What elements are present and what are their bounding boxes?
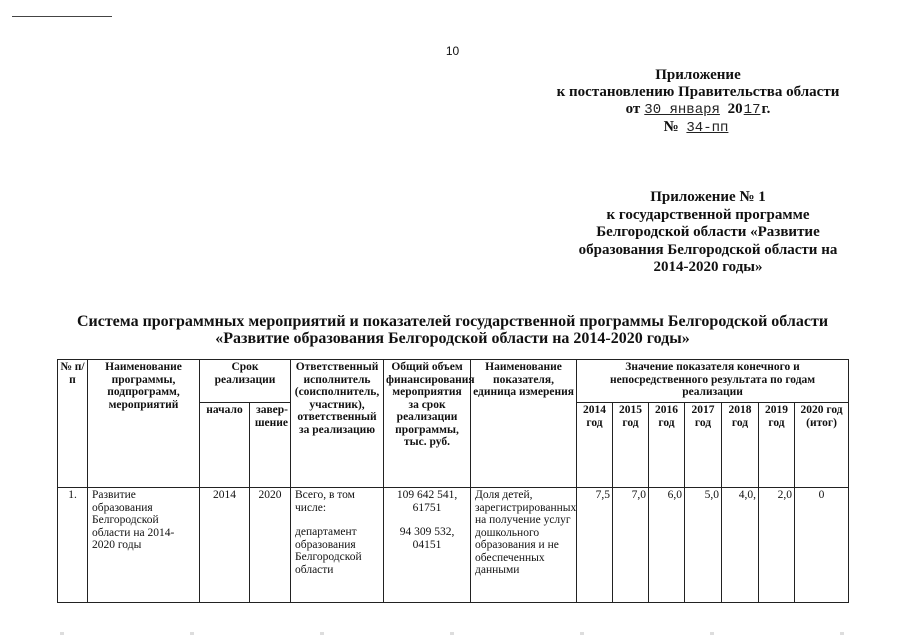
col-header-volume: Общий объем финансирования мероприятия за срок реализации программы, тыс. руб. <box>384 360 471 488</box>
cell-value-2017: 5,0 <box>685 488 722 603</box>
col-header-year-2016: 2016 год <box>649 403 685 488</box>
responsible-department: департамент образования Белгородской области <box>295 526 362 576</box>
year-prefix: 20 <box>727 101 743 117</box>
cell-num: 1. <box>58 488 88 603</box>
col-header-year-2019: 2019 год <box>759 403 795 488</box>
appendix-1-header <box>548 189 868 277</box>
col-header-num: № п/п <box>58 360 88 488</box>
cell-value-2019: 2,0 <box>759 488 795 603</box>
table-title <box>20 313 885 347</box>
col-header-name: Наименование программы, подпрограмм, мероприятий <box>88 360 200 488</box>
page-number: 10 <box>445 44 460 58</box>
cell-name: Развитие образования Белгородской области на 2014-2020 годы <box>88 488 200 603</box>
table-row <box>58 488 849 603</box>
handwritten-year: 17 <box>743 102 761 118</box>
corner-rule <box>12 16 112 17</box>
cell-value-2020: 0 <box>795 488 849 603</box>
handwritten-number: 34-пп <box>686 120 729 136</box>
number-prefix: № <box>663 119 679 135</box>
col-header-indicator: Наименование показателя, единица измерения <box>471 360 577 488</box>
responsible-total: Всего, в том числе: <box>295 489 355 514</box>
col-header-values-group: Значение показателя конечного и непосредственного результата по годам реализации <box>577 360 849 403</box>
appendix-line: Приложение № 1 <box>650 189 766 205</box>
scan-artifact <box>0 632 905 635</box>
appendix-line: к государственной программе <box>606 206 810 223</box>
cell-volume <box>384 488 471 603</box>
table-title-line: «Развитие образования Белгородской области на 2014-2020 годы» <box>215 330 690 347</box>
appendix-line: Белгородской области «Развитие <box>596 224 820 240</box>
col-header-end: завер-шение <box>250 403 291 488</box>
cell-start: 2014 <box>200 488 250 603</box>
attachment-number-line <box>548 119 848 137</box>
volume-total: 109 642 541, 61751 <box>396 489 458 514</box>
cell-end: 2020 <box>250 488 291 603</box>
attachment-date-line <box>548 101 848 119</box>
col-header-term: Срок реализации <box>200 360 291 403</box>
program-measures-table <box>57 359 849 603</box>
resolution-attachment-header <box>548 67 848 137</box>
cell-indicator: Доля детей, зарегистрированных на получение услуг дошкольного образования и не обеспеченных данными <box>471 488 577 603</box>
col-header-year-2017: 2017 год <box>685 403 722 488</box>
header-row <box>58 360 849 403</box>
cell-value-2015: 7,0 <box>613 488 649 603</box>
attachment-resolution-line: к постановлению Правительства области <box>556 84 840 100</box>
col-header-start: начало <box>200 403 250 488</box>
col-header-year-2014: 2014 год <box>577 403 613 488</box>
cell-value-2016: 6,0 <box>649 488 685 603</box>
table-title-line: Система программных мероприятий и показателей государственной программы Белгородской области <box>76 313 829 330</box>
col-header-responsible: Ответственный исполнитель (соисполнитель, участник), ответственный за реализацию <box>291 360 384 488</box>
appendix-line: образования Белгородской области на <box>578 241 838 258</box>
cell-responsible <box>291 488 384 603</box>
col-header-year-2020: 2020 год (итог) <box>795 403 849 488</box>
handwritten-date: 30 января <box>644 102 720 118</box>
cell-value-2014: 7,5 <box>577 488 613 603</box>
col-header-year-2015: 2015 год <box>613 403 649 488</box>
attachment-title: Приложение <box>655 67 741 83</box>
cell-value-2018: 4,0, <box>722 488 759 603</box>
appendix-line: 2014-2020 годы» <box>653 259 763 275</box>
col-header-year-2018: 2018 год <box>722 403 759 488</box>
year-end: г. <box>761 101 771 117</box>
date-prefix: от <box>625 101 641 117</box>
volume-department: 94 309 532, 04151 <box>399 526 455 551</box>
